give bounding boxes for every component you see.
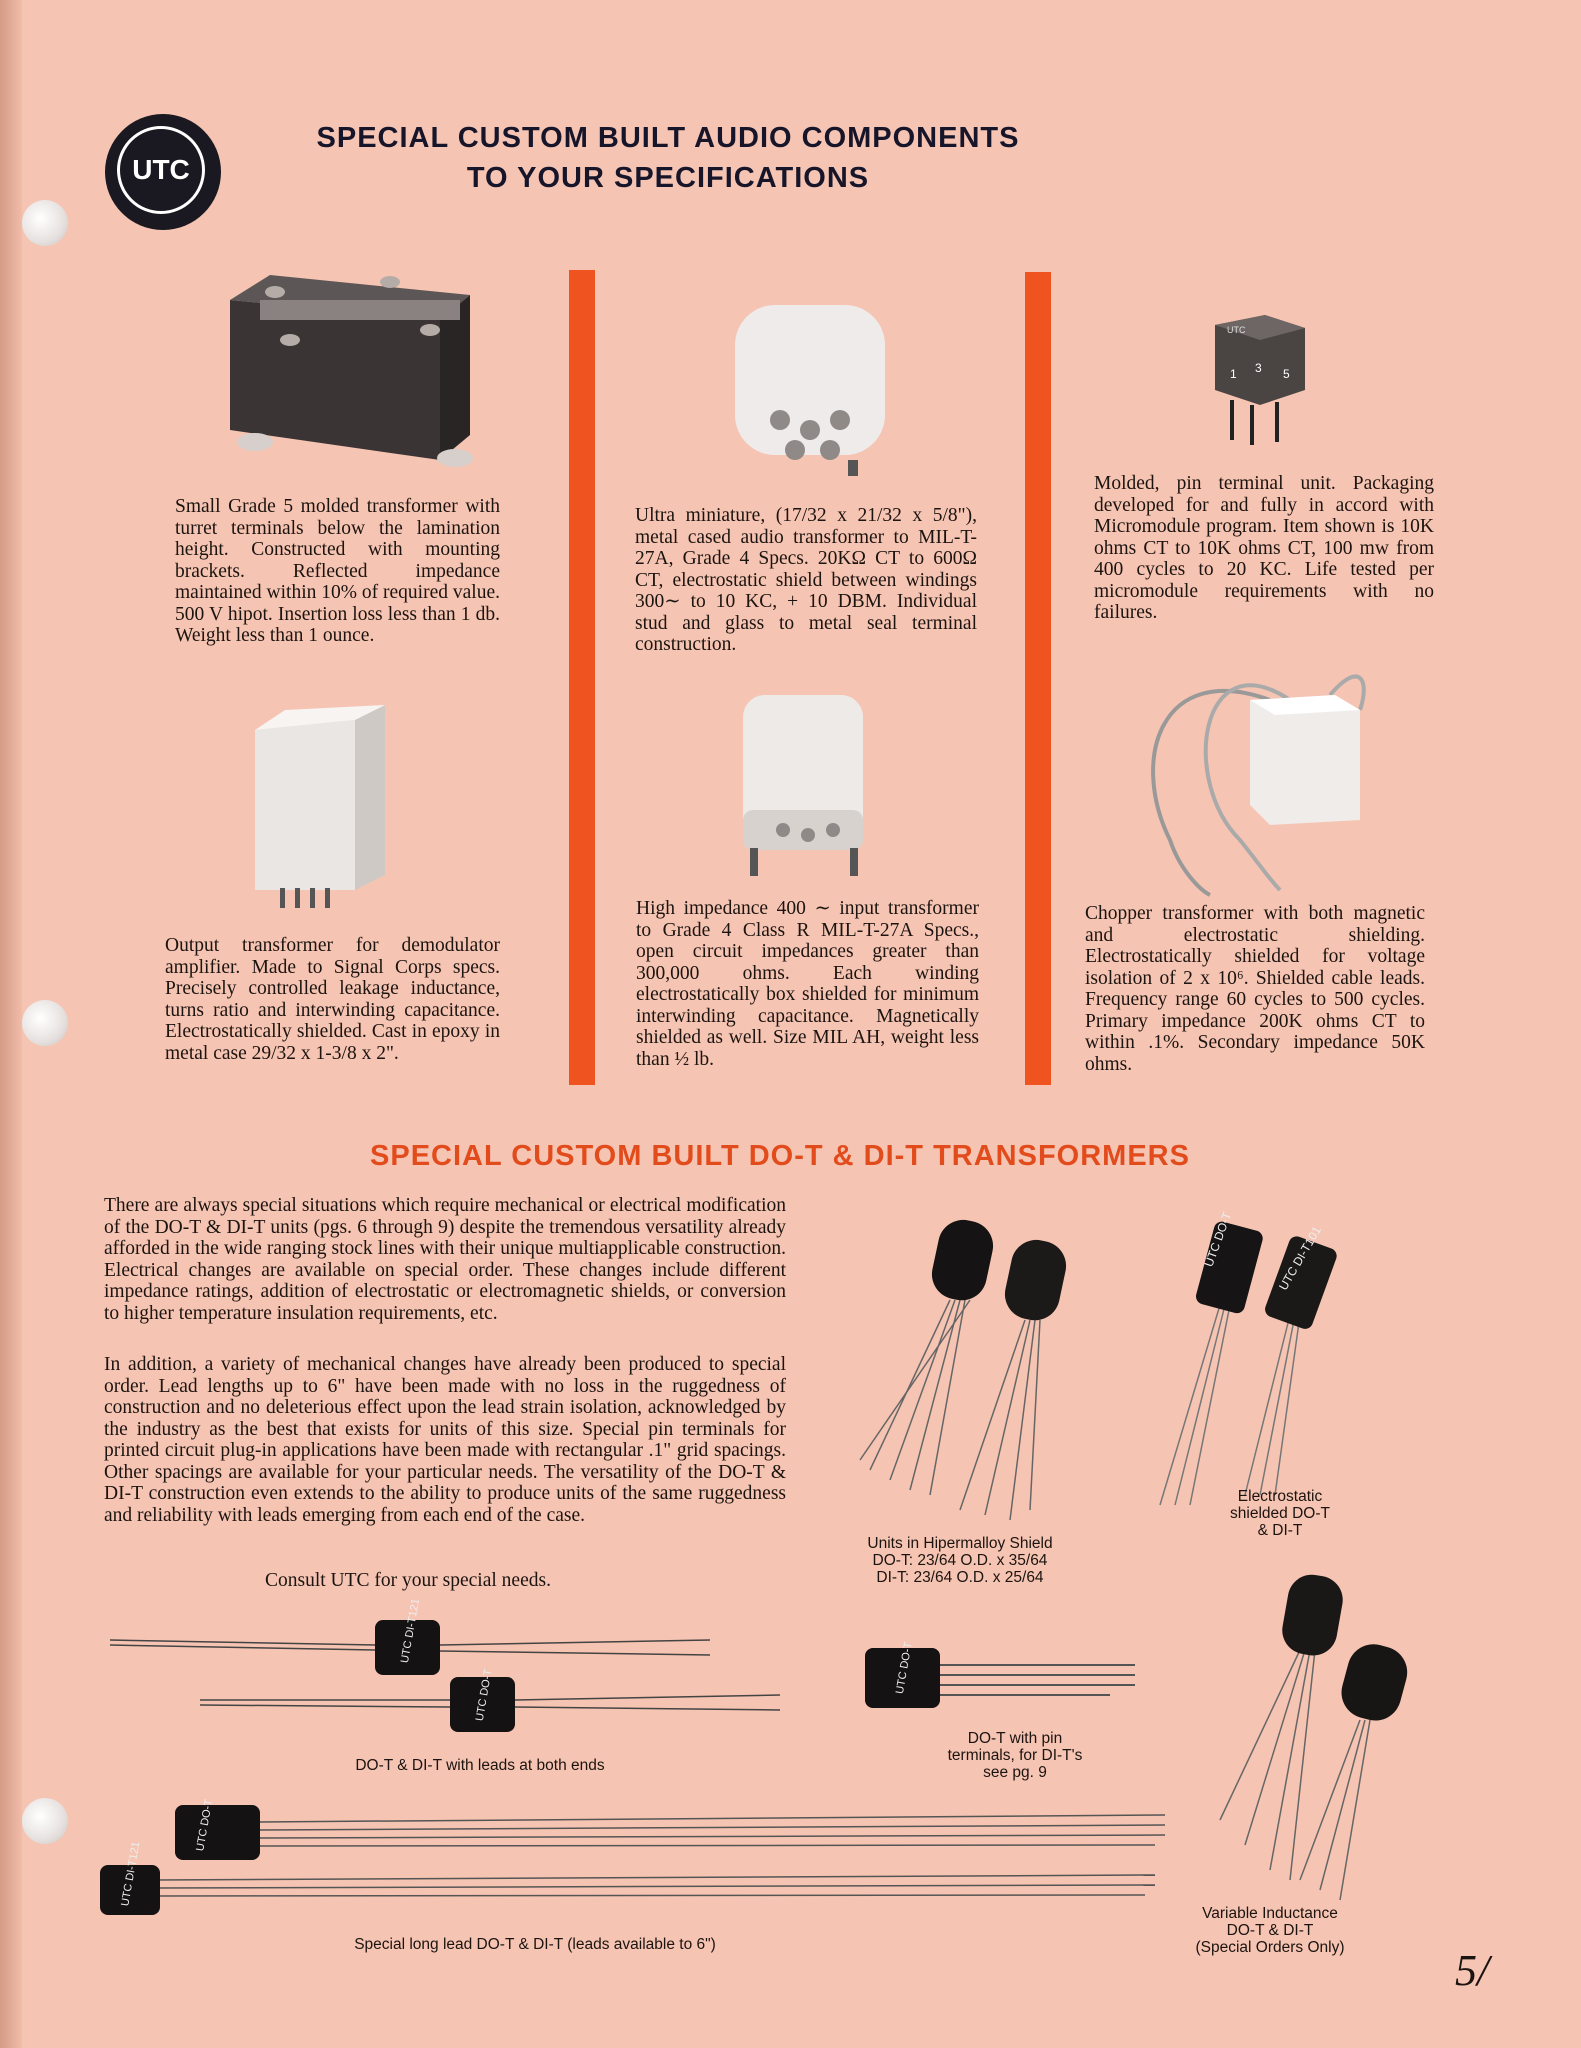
long-dit-label: UTC DI-T121 [119, 1840, 143, 1908]
cube-number-5: 5 [1283, 367, 1290, 381]
section-heading: SPECIAL CUSTOM BUILT DO-T & DI-T TRANSFORMERS [370, 1140, 1190, 1172]
variable-caption-line2: DO-T & DI-T [1226, 1922, 1314, 1939]
utc-logo-text: UTC [117, 126, 205, 214]
molded-cube-image [1205, 310, 1315, 450]
pin-terminal-unit-image [860, 1640, 1140, 1720]
chopper-transformer-image [1130, 640, 1370, 900]
electrostatic-caption [1185, 1488, 1375, 1539]
grade5-description: Small Grade 5 molded transformer with turret terminals below the lamination height. Constructed with mounting brackets. Reflected impedance maintained within 10% of required value. 500 V hipot. Insertion loss less than 1 db. Weight less than 1 ounce. [175, 496, 500, 646]
cube-number-1: 1 [1230, 367, 1237, 381]
page-edge [0, 0, 22, 2048]
electrostatic-caption-line2: shielded DO-T [1230, 1505, 1330, 1522]
column-divider-right [1025, 272, 1051, 1085]
title-line-1: SPECIAL CUSTOM BUILT AUDIO COMPONENTS [316, 122, 1020, 154]
page-number: 5/ [1455, 1946, 1490, 1995]
punch-hole-bottom [22, 1798, 68, 1844]
punch-hole-top [22, 200, 68, 246]
ultra-miniature-image [730, 300, 900, 480]
electrostatic-caption-line3: & DI-T [1257, 1522, 1303, 1539]
output-transformer-image [250, 700, 400, 910]
utc-logo [105, 114, 221, 230]
high-impedance-image [738, 690, 878, 880]
pin-unit-label: UTC DO-T [893, 1641, 915, 1695]
output-transformer-description: Output transformer for demodulator amplifier. Made to Signal Corps specs. Precisely controlled leakage inductance, turns ratio and interwinding capacitance. Electrostatically shielded. Cast in epoxy in metal case 29/32 x 1-3/8 x 2". [165, 935, 500, 1064]
both-ends-caption: DO-T & DI-T with leads at both ends [355, 1757, 605, 1774]
electro-unit-label-1: UTC DO-T [1201, 1210, 1235, 1269]
title-line-2: TO YOUR SPECIFICATIONS [466, 162, 870, 194]
intro-paragraph: There are always special situations which require mechanical or electrical modification of the DO-T & DI-T units (pgs. 6 through 9) despite the tremendous versatility already afforded in the wide ranging stock lines with their unique multiapplicable construction. Electrical changes are available on special order. These changes include different impedance ratings, addition of electrostatic or electromagnetic shields, or conversion to higher temperature insulation requirements, etc. [104, 1195, 786, 1324]
grade5-transformer-image [200, 270, 500, 470]
electrostatic-units-image [1150, 1210, 1410, 1515]
pin-terminals-caption [900, 1730, 1130, 1781]
page-title [258, 118, 1078, 198]
hipermalloy-caption-line2: DO-T: 23/64 O.D. x 35/64 [872, 1552, 1048, 1569]
mechanical-paragraph: In addition, a variety of mechanical changes have already been produced to special order. Lead lengths up to 6" have been made with no loss in the ruggedness of construction and no deleterious effect upon the lead strain isolation, acknowledged by the industry as the best that exists for units of this size. Special pin terminals for printed circuit plug-in applications have been made with rectangular .1" grid spacings. Other spacings are available for your particular needs. The versatility of the DO-T & DI-T construction even extends to the ability to produce units of the same ruggedness and reliability with leads emerging from each end of the case. [104, 1354, 786, 1526]
hipermalloy-caption [820, 1535, 1100, 1586]
both-ends-dot-label: UTC DO-T [473, 1668, 495, 1723]
long-lead-caption: Special long lead DO-T & DI-T (leads available to 6") [354, 1936, 716, 1953]
ultra-miniature-description: Ultra miniature, (17/32 x 21/32 x 5/8"), metal cased audio transformer to MIL-T-27A, Grade 4 Specs. 20KΩ CT to 600Ω CT, electrostatic shield between windings 300∼ to 10 KC, + 10 DBM. Individual stud and glass to metal seal terminal construction. [635, 505, 977, 655]
both-ends-units-image [110, 1597, 790, 1755]
variable-caption-line1: Variable Inductance [1202, 1905, 1338, 1922]
pin-caption-line3: see pg. 9 [983, 1764, 1047, 1781]
chopper-description: Chopper transformer with both magnetic and electrostatic shielding. Electrostatically shielded for voltage isolation of 2 x 10⁶. Shielded cable leads. Frequency range 60 cycles to 500 cycles. Primary impedance 200K ohms CT to within .1%. Secondary impedance 50K ohms. [1085, 903, 1425, 1075]
hipermalloy-caption-line3: DI-T: 23/64 O.D. x 25/64 [876, 1569, 1044, 1586]
electro-unit-label-2: UTC DI-T101 [1276, 1223, 1324, 1293]
punch-hole-middle [22, 1000, 68, 1046]
variable-caption-line3: (Special Orders Only) [1195, 1939, 1345, 1956]
cube-number-3: 3 [1255, 361, 1262, 375]
long-lead-units-image [95, 1800, 1175, 1935]
pin-caption-line1: DO-T with pin [967, 1730, 1063, 1747]
column-divider-left [569, 270, 595, 1085]
electrostatic-caption-line1: Electrostatic [1237, 1488, 1323, 1505]
pin-caption-line2: terminals, for DI-T's [947, 1747, 1083, 1764]
hipermalloy-caption-line1: Units in Hipermalloy Shield [867, 1535, 1053, 1552]
both-ends-dit-label: UTC DI-T121 [398, 1597, 423, 1665]
long-dot-label: UTC DO-T [194, 1798, 216, 1853]
consult-line: Consult UTC for your special needs. [265, 1570, 551, 1591]
hipermalloy-units-image [850, 1210, 1120, 1530]
molded-unit-description: Molded, pin terminal unit. Packaging developed for and fully in accord with Micromodule program. Item shown is 10K ohms CT to 10K ohms CT, 100 mw from 400 cycles to 20 KC. Life tested per micromodule requirements with no failures. [1094, 473, 1434, 623]
high-impedance-description: High impedance 400 ∼ input transformer to Grade 4 Class R MIL-T-27A Specs., open circuit impedances greater than 300,000 ohms. Each winding electrostatically box shielded for minimum interwinding capacitance. Magnetically shielded as well. Size MIL AH, weight less than ½ lb. [636, 898, 979, 1070]
variable-inductance-caption [1160, 1905, 1380, 1956]
variable-inductance-image [1200, 1570, 1430, 1910]
cube-brand: UTC [1227, 325, 1246, 335]
